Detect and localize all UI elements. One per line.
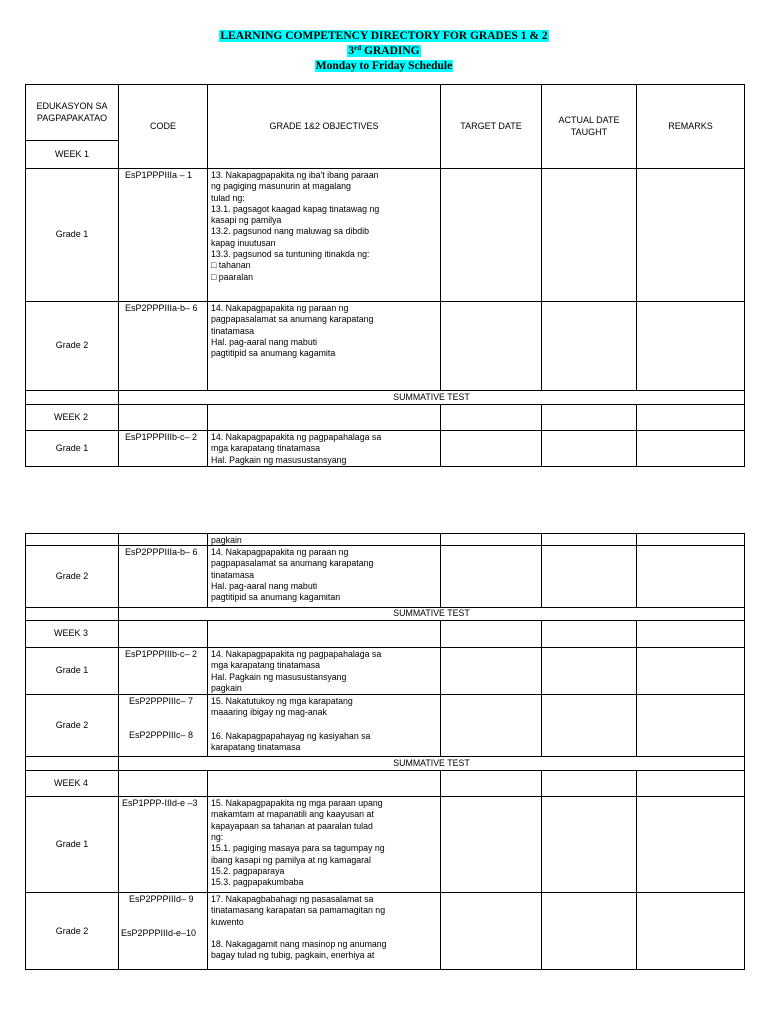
objective-line: tinatamasang karapatan sa pamamagitan ng [211,905,386,916]
objective-cell [208,302,441,391]
objective-line: pagpapasalamat sa anumang karapatang [211,314,374,325]
objective-continuation: pagkain [208,534,441,546]
objective-line: karapatang tinatamasa [211,742,301,753]
schedule-line: Monday to Friday Schedule [315,60,453,72]
grade-label: Grade 1 [26,431,119,467]
objective-line: 18. Nakagagamit nang masinop ng anumang [211,939,387,950]
objective-line: maaaring ibigay ng mag-anak [211,707,327,718]
grade-label: Grade 2 [26,546,119,608]
summative-test-row: SUMMATIVE TEST [119,757,745,771]
actual-date-cell [542,302,637,391]
week-label: WEEK 1 [26,141,119,169]
objectives-header: GRADE 1&2 OBJECTIVES [208,85,441,169]
objective-line: pagtitipid sa anumang kagamitan [211,592,341,603]
objective-line: Hal. Pagkain ng masusustansyang [211,671,347,682]
code-cell: EsP2PPPIIIa-b– 6 [119,546,208,608]
remarks-cell [637,302,745,391]
competency-table-page2 [25,533,745,970]
week-label: WEEK 4 [26,771,119,797]
objective-line: 17. Nakapagbabahagi ng pasasalamat sa [211,894,374,905]
objective-line: 15.2. pagpaparaya [211,865,285,876]
objective-line: pagkain [211,682,242,693]
target-date-cell [441,302,542,391]
objective-line: ng pagiging masunurin at magalang [211,181,351,192]
objective-line: 13.1. pagsagot kaagad kapag tinatawag ng [211,203,380,214]
objective-line: 13.3. pagsunod sa tuntuning itinakda ng: [211,249,370,260]
objective-cell [208,648,441,695]
objective-line: tulad ng: [211,192,245,203]
objective-line: kapag inuutusan [211,237,276,248]
code-cell: EsP2PPPIIId-e–10 [121,928,197,939]
objective-line: pagpapasalamat sa anumang karapatang [211,558,374,569]
code-cell: EsP2PPPIIIa-b– 6 [119,302,208,391]
objective-line: tinatamasa [211,569,255,580]
objective-line: ng: [211,832,224,843]
objective-cell [211,894,437,928]
summative-test-row: SUMMATIVE TEST [119,608,745,621]
week-label: WEEK 3 [26,621,119,648]
target-date-header: TARGET DATE [441,85,542,169]
code-cell: EsP1PPPIIIb-c– 2 [119,431,208,467]
code-cell: EsP1PPPIIIb-c– 2 [119,648,208,695]
code-cell: EsP1PPP-IIId-e –3 [119,797,208,893]
grade-label: Grade 2 [26,695,119,757]
summative-test-row: SUMMATIVE TEST [119,391,745,405]
objective-line: 14. Nakapagpapakita ng pagpapahalaga sa [211,649,382,659]
objective-cell [208,431,441,467]
objective-line: 15.1. pagiging masaya para sa tagumpay ng [211,843,385,854]
objective-cell [211,939,437,962]
code-cell: EsP2PPPIIId– 9 [129,894,194,905]
code-cell: EsP2PPPIIIc– 8 [129,730,194,741]
objective-line: Hal. Pagkain ng masusustansyang [211,454,347,465]
objective-line: makamtam at mapanatili ang kaayusan at [211,809,374,820]
competency-table-page1 [25,84,745,467]
objective-cell [208,797,441,893]
code-header: CODE [119,85,208,169]
objective-line: 15. Nakapagpapakita ng mga paraan upang [211,798,383,809]
objective-cell [211,731,437,754]
objective-line: 13.2. pagsunod nang maluwag sa dibdib [211,226,369,237]
objective-line: 13. Nakapagpapakita ng iba't ibang paraan [211,170,379,180]
remarks-header: REMARKS [637,85,745,169]
objective-line: mga karapatang tinatamasa [211,443,321,454]
objective-line: tinatamasa [211,325,255,336]
subject-header: EDUKASYON SA PAGPAPAKATAO [26,85,119,141]
objective-line: 15. Nakatutukoy ng mga karapatang [211,696,353,707]
objective-cell [211,696,437,719]
objective-line: Hal. pag-aaral nang mabuti [211,336,318,347]
grade-label: Grade 2 [26,893,119,970]
objective-line: kapayapaan sa tahanan at paaralan tulad [211,820,373,831]
objective-line: 14. Nakapagpapakita ng pagpapahalaga sa [211,432,382,442]
week-label: WEEK 2 [26,405,119,431]
objective-line: □ tahanan [211,260,251,271]
objective-line: kuwento [211,916,244,927]
objective-line: □ paaralan [211,271,253,282]
objective-line: 15.3. pagpapakumbaba [211,877,304,888]
objective-line: ibang kasapi ng pamilya at ng kamagaral [211,854,371,865]
code-cell: EsP2PPPIIIc– 7 [129,696,194,707]
objective-line: Hal. pag-aaral nang mabuti [211,580,318,591]
objective-line: mga karapatang tinatamasa [211,660,321,671]
actual-date-cell [542,169,637,302]
code-cell: EsP1PPPIIIa – 1 [119,169,208,302]
objective-line: kasapi ng pamilya [211,215,282,226]
actual-date-header: ACTUAL DATE TAUGHT [542,85,637,169]
objective-line: 16. Nakapagpapahayag ng kasiyahan sa [211,730,371,741]
grade-label: Grade 1 [26,648,119,695]
objective-line: 14. Nakapagpapakita ng paraan ng [211,547,349,557]
grading-line: 3rd GRADING [348,44,420,57]
objective-cell [208,546,441,608]
grade-label: Grade 2 [26,302,119,391]
remarks-cell [637,169,745,302]
objective-line: bagay tulad ng tubig, pagkain, enerhiya at [211,950,375,961]
doc-title: LEARNING COMPETENCY DIRECTORY FOR GRADES 1 & 2 [220,30,548,42]
grade-label: Grade 1 [26,169,119,302]
objective-line: 14. Nakapagpapakita ng paraan ng [211,303,349,313]
empty-cell [26,391,119,405]
target-date-cell [441,169,542,302]
objective-cell [208,169,441,302]
grade-label: Grade 1 [26,797,119,893]
objective-line: pagtitipid sa anumang kagamita [211,348,336,359]
